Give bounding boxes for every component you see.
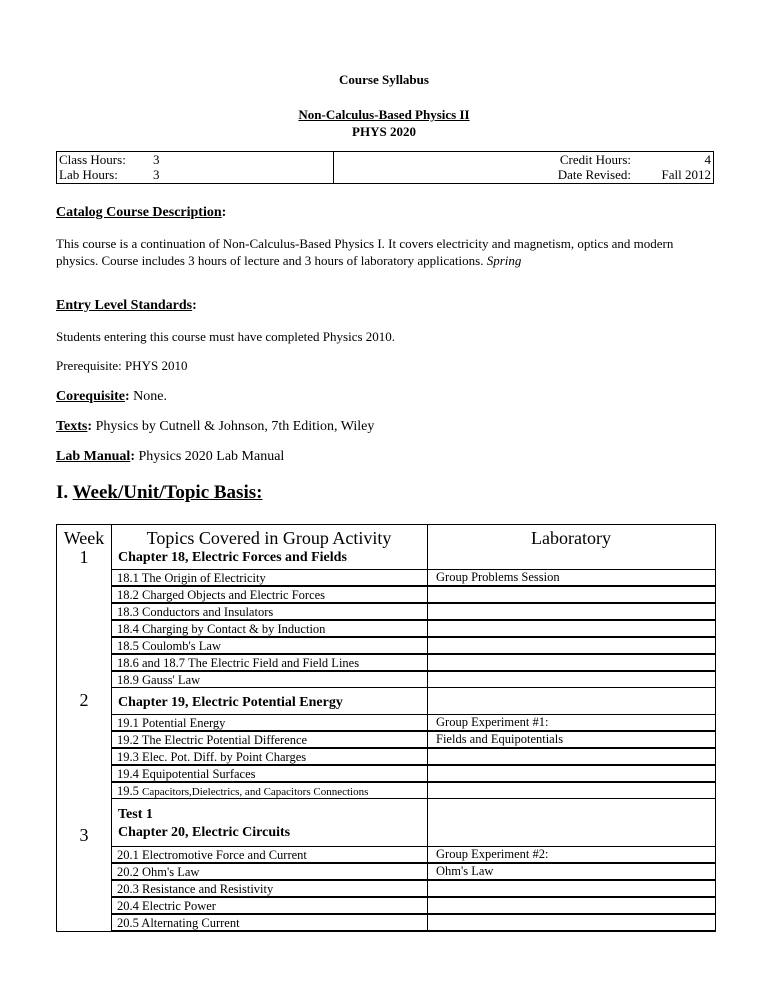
hours-box [56, 151, 714, 184]
topic-row: 19.2 The Electric Potential Difference [111, 731, 428, 748]
entry-heading: Entry Level Standards: [56, 298, 197, 313]
header-topics: Topics Covered in Group Activity [146, 528, 392, 548]
chapter-19-title: Chapter 19, Electric Potential Energy [118, 695, 343, 710]
topic-row: 20.3 Resistance and Resistivity [111, 880, 428, 897]
catalog-text: This course is a continuation of Non-Calculus-Based Physics I. It covers electricity and magnetism, optics and modern physics. Course includes 3 hours of lecture and 3 hours of laboratory applications. [56, 236, 674, 268]
lab-row [427, 914, 716, 931]
section-title: Week/Unit/Topic Basis: [72, 482, 263, 503]
course-code: PHYS 2020 [352, 124, 416, 139]
hours-left-cell [57, 152, 334, 183]
topic-row [111, 782, 428, 799]
lab-manual-text: Physics 2020 Lab Manual [134, 449, 285, 464]
credit-hours-row [461, 152, 711, 167]
topic-19-5-prefix: 19.5 [117, 784, 142, 798]
topic-row: 20.4 Electric Power [111, 897, 428, 914]
lab-row [427, 637, 716, 654]
lab-row [427, 586, 716, 603]
topic-row: 18.5 Coulomb's Law [111, 637, 428, 654]
date-revised-label: Date Revised: [557, 167, 631, 182]
lab-row [427, 782, 716, 799]
topic-row: 19.1 Potential Energy [111, 714, 428, 731]
chapter-18-title: Chapter 18, Electric Forces and Fields [118, 550, 347, 565]
week-2: 2 [79, 690, 89, 710]
lab-row [427, 603, 716, 620]
section-heading [56, 482, 262, 504]
date-revised-row [461, 167, 711, 182]
class-hours-label: Class Hours: [59, 152, 126, 167]
topic-row: 18.6 and 18.7 The Electric Field and Field Lines [111, 654, 428, 671]
topic-table [56, 524, 716, 932]
week-1: 1 [79, 547, 89, 567]
lab-week-3-line1: Group Experiment #2: [436, 847, 549, 861]
topic-row: 18.2 Charged Objects and Electric Forces [111, 586, 428, 603]
lab-row [427, 654, 716, 671]
header-lab: Laboratory [531, 528, 611, 548]
lab-row [427, 671, 716, 688]
topic-row: 20.5 Alternating Current [111, 914, 428, 931]
credit-hours-label: Credit Hours: [559, 152, 631, 167]
class-hours-row [59, 152, 160, 167]
lab-week-1: Group Problems Session [436, 570, 560, 584]
corequisite-heading: Corequisite [56, 389, 125, 404]
header-week: Week [63, 528, 105, 548]
lab-hours-value: 3 [153, 167, 160, 182]
topic-row: 19.3 Elec. Pot. Diff. by Point Charges [111, 748, 428, 765]
topic-row: 19.4 Equipotential Surfaces [111, 765, 428, 782]
topic-row: 20.2 Ohm's Law [111, 863, 428, 880]
catalog-description [56, 235, 716, 269]
lab-row [427, 620, 716, 637]
test-1: Test 1 [118, 807, 153, 822]
lab-week-2-line1: Group Experiment #1: [436, 715, 549, 729]
chapter-20-title: Chapter 20, Electric Circuits [118, 825, 291, 840]
credit-hours-value: 4 [704, 152, 711, 167]
topic-row: 18.4 Charging by Contact & by Induction [111, 620, 428, 637]
topic-19-5-rest: Capacitors,Dielectrics, and Capacitors Connections [142, 786, 369, 798]
prerequisite-text: Prerequisite: PHYS 2010 [56, 358, 188, 373]
section-number: I. [56, 482, 69, 503]
topic-row: 18.3 Conductors and Insulators [111, 603, 428, 620]
corequisite: Corequisite: None. [56, 389, 167, 404]
lab-row [427, 880, 716, 897]
lab-manual: Lab Manual: Physics 2020 Lab Manual [56, 449, 285, 464]
texts-heading: Texts [56, 419, 88, 434]
texts-text: Physics by Cutnell & Johnson, 7th Edition, Wiley [92, 419, 375, 434]
entry-heading-text: Entry Level Standards [56, 298, 193, 313]
lab-manual-heading: Lab Manual [56, 449, 131, 464]
lab-week-2-line2: Fields and Equipotentials [436, 732, 564, 746]
lab-row [427, 897, 716, 914]
catalog-heading: Catalog Course Description: [56, 205, 227, 220]
lab-hours-row [59, 167, 160, 182]
lab-row [427, 748, 716, 765]
class-hours-value: 3 [153, 152, 160, 167]
course-name: Non-Calculus-Based Physics II [298, 107, 470, 122]
week-3: 3 [79, 825, 89, 845]
entry-text: Students entering this course must have completed Physics 2010. [56, 329, 396, 344]
corequisite-text: None. [129, 389, 167, 404]
topic-row: 18.1 The Origin of Electricity [111, 569, 428, 586]
doc-title: Course Syllabus [339, 72, 429, 87]
lab-row [427, 765, 716, 782]
catalog-heading-text: Catalog Course Description [56, 205, 222, 220]
lab-hours-label: Lab Hours: [59, 167, 118, 182]
topic-row: 20.1 Electromotive Force and Current [111, 846, 428, 863]
lab-week-3-line2: Ohm's Law [436, 864, 494, 878]
catalog-term: Spring [486, 253, 522, 268]
topic-row: 18.9 Gauss' Law [111, 671, 428, 688]
texts: Texts: Physics by Cutnell & Johnson, 7th Edition, Wiley [56, 419, 375, 434]
date-revised-value: Fall 2012 [661, 167, 711, 182]
